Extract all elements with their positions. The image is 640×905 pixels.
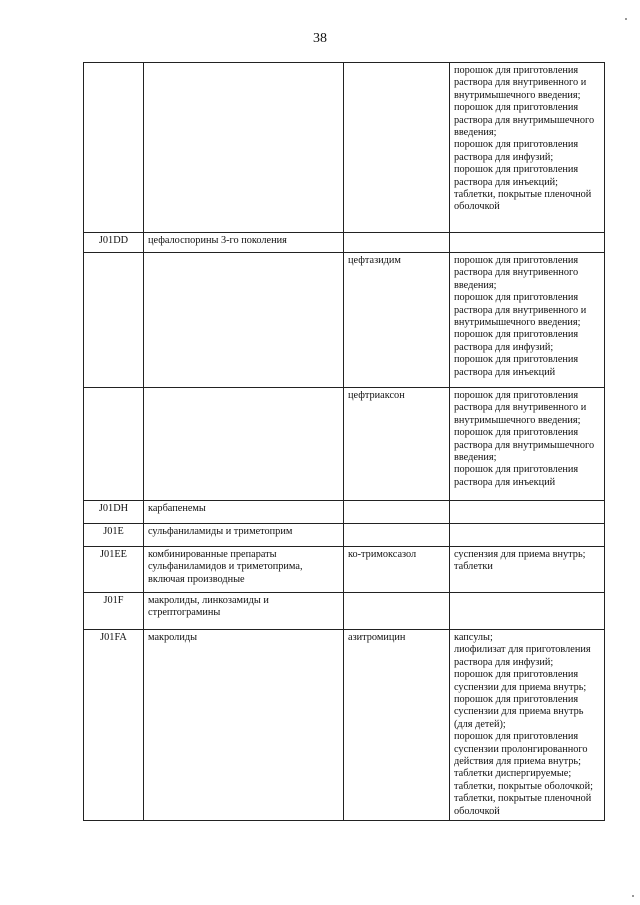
- atc-code-cell: [84, 63, 144, 233]
- dosage-form-line: таблетки: [454, 561, 493, 573]
- group-name-cell: [144, 388, 344, 501]
- group-name-cell: макролиды: [144, 630, 344, 821]
- dosage-form-line: раствора для внутримышечного: [454, 114, 595, 126]
- dosage-forms-cell: [450, 630, 605, 821]
- dosage-forms-cell: [450, 233, 605, 253]
- atc-code-cell: [84, 253, 144, 388]
- dosage-form-line: раствора для инфузий;: [454, 656, 554, 668]
- dosage-form-line: суспензия для приема внутрь;: [454, 549, 586, 560]
- dosage-form-line: раствора для инъекций: [454, 476, 556, 488]
- dosage-form-line: внутримышечного введения;: [454, 89, 581, 101]
- drug-name-cell: цефтазидим: [344, 253, 450, 388]
- group-name-cell: карбапенемы: [144, 501, 344, 524]
- drug-name-cell: [344, 63, 450, 233]
- group-name-cell: сульфаниламиды и триметоприм: [144, 524, 344, 547]
- dosage-forms-cell: [450, 593, 605, 630]
- dosage-form-line: таблетки, покрытые пленочной: [454, 189, 592, 201]
- dosage-form-line: суспензии пролонгированного: [454, 743, 588, 755]
- dosage-form-line: введения;: [454, 127, 497, 139]
- dosage-form-line: порошок для приготовления: [454, 464, 579, 476]
- dosage-form-line: порошок для приготовления: [454, 164, 579, 176]
- drug-name-cell: [344, 524, 450, 547]
- scan-speck: [632, 895, 634, 897]
- dosage-form-line: раствора для внутривенного и: [454, 77, 587, 89]
- drug-name-cell: [344, 501, 450, 524]
- dosage-form-line: капсулы;: [454, 632, 493, 643]
- dosage-forms-cell: [450, 253, 605, 388]
- group-name-cell: макролиды, линкозамиды и стрептограмины: [144, 593, 344, 630]
- table-row: [84, 63, 605, 233]
- atc-code-cell: J01DH: [84, 501, 144, 524]
- atc-code-cell: J01E: [84, 524, 144, 547]
- dosage-form-line: лиофилизат для приготовления: [454, 644, 591, 656]
- dosage-form-line: порошок для приготовления: [454, 255, 579, 266]
- dosage-form-line: суспензии для приема внутрь;: [454, 681, 587, 693]
- dosage-form-line: порошок для приготовления: [454, 427, 579, 439]
- dosage-form-line: раствора для внутривенного и: [454, 304, 587, 316]
- dosage-form-line: раствора для инъекций: [454, 366, 556, 378]
- dosage-form-line: внутримышечного введения;: [454, 317, 581, 329]
- dosage-form-line: оболочкой: [454, 201, 500, 213]
- table-row: [84, 388, 605, 501]
- dosage-forms-cell: [450, 547, 605, 593]
- dosage-form-line: раствора для внутривенного: [454, 267, 579, 279]
- dosage-form-line: раствора для внутривенного и: [454, 402, 587, 414]
- dosage-forms-cell: [450, 501, 605, 524]
- dosage-form-line: порошок для приготовления: [454, 102, 579, 114]
- dosage-form-line: порошок для приготовления: [454, 731, 579, 743]
- dosage-form-line: порошок для приготовления: [454, 139, 579, 151]
- dosage-form-line: порошок для приготовления: [454, 354, 579, 366]
- dosage-forms-cell: [450, 63, 605, 233]
- dosage-form-line: порошок для приготовления: [454, 329, 579, 341]
- dosage-form-line: раствора для инфузий;: [454, 341, 554, 353]
- table-row: [84, 547, 605, 593]
- drug-name-cell: цефтриаксон: [344, 388, 450, 501]
- dosage-form-line: внутримышечного введения;: [454, 414, 581, 426]
- group-name-cell: комбинированные препараты сульфаниламидов и триметоприма, включая производные: [144, 547, 344, 593]
- dosage-form-line: порошок для приготовления: [454, 390, 579, 401]
- dosage-forms-cell: [450, 388, 605, 501]
- atc-code-cell: J01FA: [84, 630, 144, 821]
- scan-speck: [625, 18, 627, 20]
- drug-name-cell: [344, 233, 450, 253]
- page-number: 38: [313, 31, 327, 46]
- dosage-forms-cell: [450, 524, 605, 547]
- dosage-form-line: раствора для инфузий;: [454, 151, 554, 163]
- table-row: [84, 501, 605, 524]
- group-name-cell: [144, 63, 344, 233]
- dosage-form-line: порошок для приготовления: [454, 292, 579, 304]
- table-row: [84, 233, 605, 253]
- dosage-form-line: введения;: [454, 279, 497, 291]
- dosage-form-line: раствора для внутримышечного: [454, 439, 595, 451]
- dosage-form-line: введения;: [454, 452, 497, 464]
- table-row: [84, 593, 605, 630]
- dosage-form-line: суспензии для приема внутрь: [454, 706, 584, 718]
- atc-code-cell: J01DD: [84, 233, 144, 253]
- drug-name-cell: азитромицин: [344, 630, 450, 821]
- table-row: [84, 630, 605, 821]
- dosage-form-line: порошок для приготовления: [454, 65, 579, 76]
- atc-code-cell: J01EE: [84, 547, 144, 593]
- dosage-form-line: порошок для приготовления: [454, 694, 579, 706]
- dosage-form-line: таблетки, покрытые оболочкой;: [454, 780, 593, 792]
- group-name-cell: цефалоспорины 3-го поколения: [144, 233, 344, 253]
- atc-code-cell: [84, 388, 144, 501]
- table-row: [84, 253, 605, 388]
- dosage-form-line: (для детей);: [454, 718, 506, 730]
- dosage-form-line: раствора для инъекций;: [454, 176, 559, 188]
- dosage-form-line: оболочкой: [454, 805, 500, 817]
- dosage-form-line: таблетки, покрытые пленочной: [454, 793, 592, 805]
- drug-name-cell: [344, 593, 450, 630]
- dosage-form-line: действия для приема внутрь;: [454, 756, 581, 768]
- atc-code-cell: J01F: [84, 593, 144, 630]
- drug-name-cell: ко-тримоксазол: [344, 547, 450, 593]
- group-name-cell: [144, 253, 344, 388]
- table-row: [84, 524, 605, 547]
- dosage-form-line: таблетки диспергируемые;: [454, 768, 572, 780]
- drug-table: [83, 62, 605, 821]
- dosage-form-line: порошок для приготовления: [454, 669, 579, 681]
